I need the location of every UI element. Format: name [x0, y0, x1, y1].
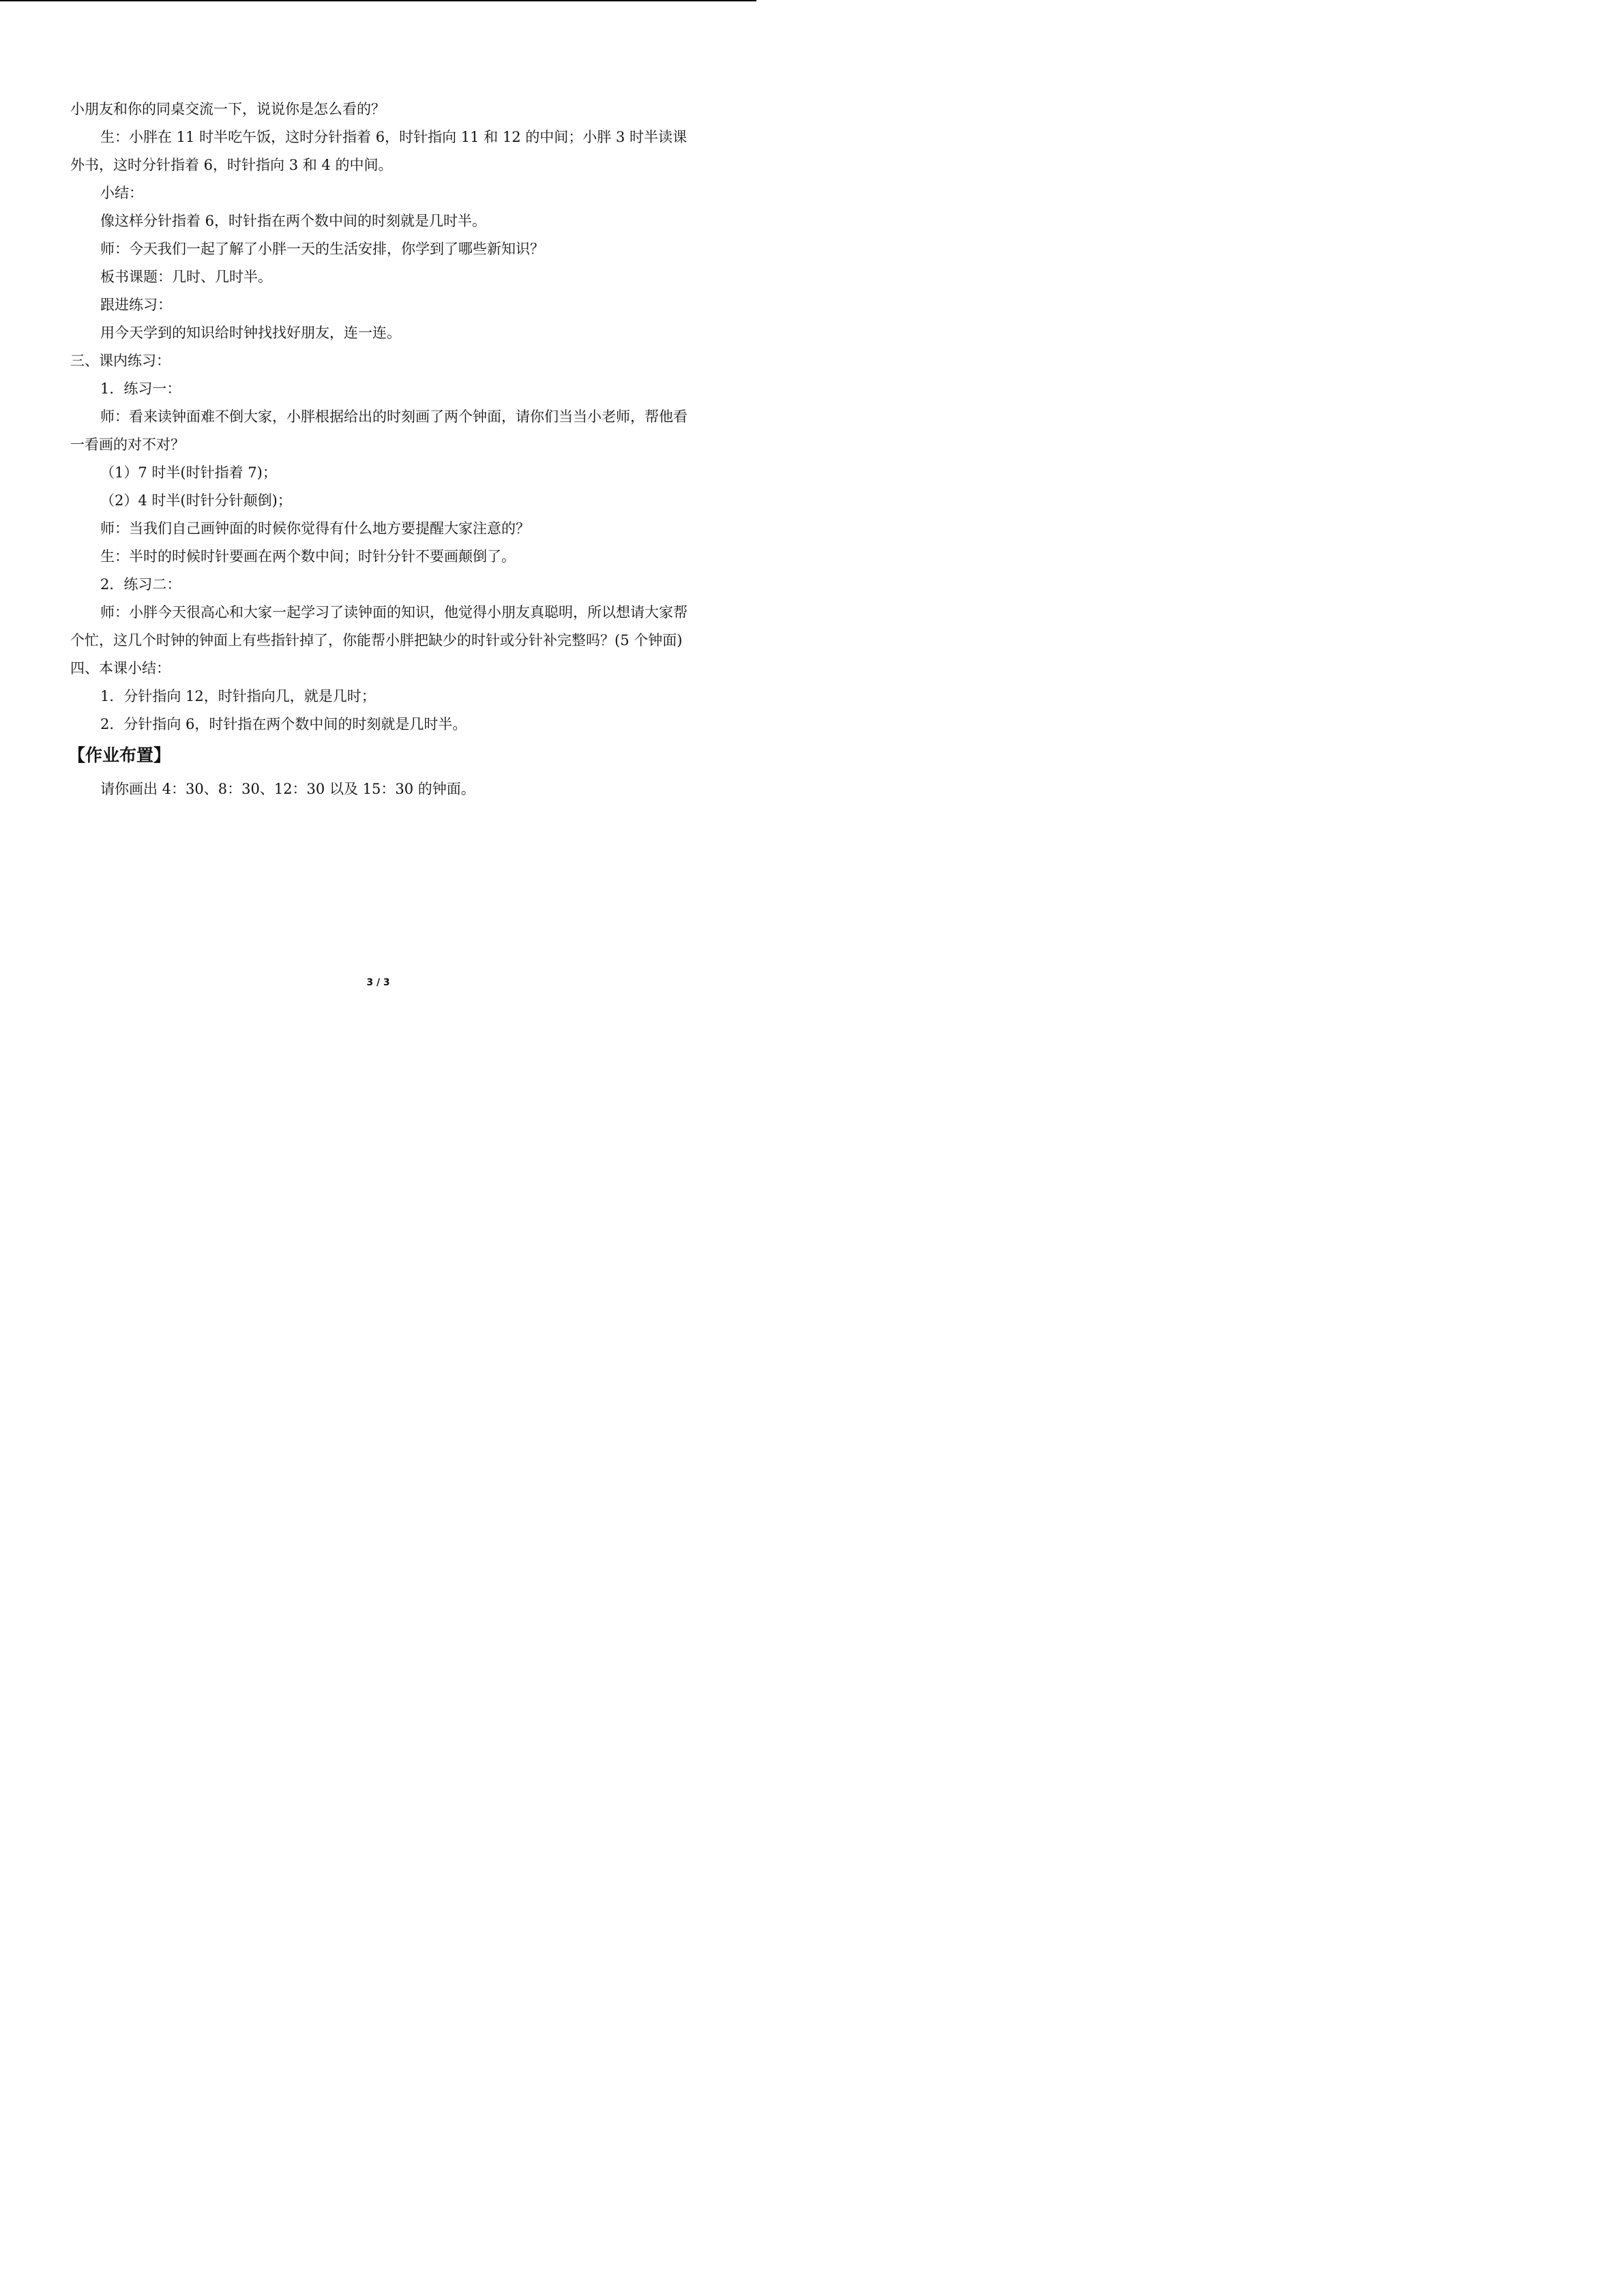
paragraph-4: 像这样分针指着 6，时针指在两个数中间的时刻就是几时半。 [100, 213, 487, 229]
page-number: 3 / 3 [366, 977, 390, 988]
paragraph-8: 用今天学到的知识给时钟找找好朋友，连一连。 [100, 325, 401, 341]
top-border-line [0, 0, 756, 1]
homework-text: 请你画出 4：30、8：30、12：30 以及 15：30 的钟面。 [100, 781, 475, 797]
paragraph-5: 师：今天我们一起了解了小胖一天的生活安排，你学到了哪些新知识？ [100, 241, 544, 257]
document-page [0, 0, 756, 1069]
homework-heading: 【作业布置】 [68, 745, 171, 765]
section-heading-3: 三、课内练习： [70, 353, 171, 369]
paragraph-16: 2．练习二： [100, 576, 181, 593]
paragraph-10: 1．练习一： [100, 381, 181, 397]
paragraph-2: 生：小胖在 11 时半吃午饭，这时分针指着 6，时针指向 11 和 12 的中间；小胖 3 时半读课外书，这时分针指着 6，时针指向 3 和 4 的中间。 [70, 129, 687, 173]
paragraph-13: （2）4 时半(时针分针颠倒)； [100, 492, 292, 509]
paragraph-12: （1）7 时半(时针指着 7)； [100, 464, 277, 481]
document-body [70, 95, 688, 803]
paragraph-17: 师：小胖今天很高心和大家一起学习了读钟面的知识，他觉得小朋友真聪明，所以想请大家帮个忙，这几个时钟的钟面上有些指针掉了，你能帮小胖把缺少的时针或分针补完整吗？(5 个钟面) [70, 604, 688, 648]
paragraph-14: 师：当我们自己画钟面的时候你觉得有什么地方要提醒大家注意的？ [100, 520, 530, 537]
paragraph-11: 师：看来读钟面难不倒大家，小胖根据给出的时刻画了两个钟面，请你们当当小老师，帮他看一看画的对不对？ [70, 408, 688, 453]
section-heading-4: 四、本课小结： [70, 660, 171, 676]
paragraph-3: 小结： [100, 185, 143, 201]
paragraph-7: 跟进练习： [100, 297, 172, 313]
paragraph-19: 1．分针指向 12，时针指向几，就是几时； [100, 688, 376, 704]
paragraph-6: 板书课题：几时、几时半。 [100, 269, 272, 285]
paragraph-20: 2．分针指向 6，时针指在两个数中间的时刻就是几时半。 [100, 716, 467, 732]
paragraph-1: 小朋友和你的同桌交流一下，说说你是怎么看的？ [70, 101, 385, 117]
paragraph-15: 生：半时的时候时针要画在两个数中间；时针分针不要画颠倒了。 [100, 548, 516, 565]
